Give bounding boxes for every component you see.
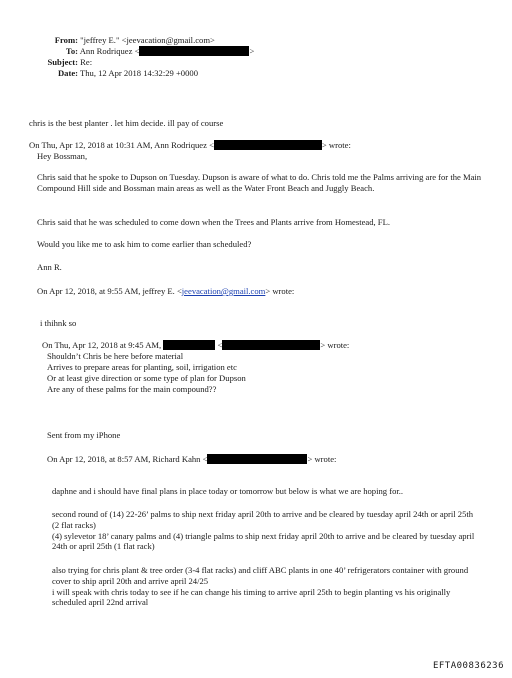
paragraph: Would you like me to ask him to come earlier than scheduled? — [37, 239, 252, 249]
paragraph — [52, 509, 482, 552]
quote-header-text: > wrote: — [321, 140, 351, 150]
reply-line: i thihnk so — [40, 318, 77, 328]
quote-header-text: On Apr 12, 2018, at 8:57 AM, Richard Kahn < — [47, 454, 208, 464]
reply-line: chris is the best planter . let him decide. ill pay of course — [29, 118, 224, 128]
paragraph: Chris said that he spoke to Dupson on Tuesday. Dupson is aware of what to do. Chris told me the Palms arriving are for the Main Compound Hill side and Bossman main areas as well as the Water Front Beach and Juggly Beach. — [37, 172, 482, 193]
from-label: From: — [54, 35, 78, 45]
quote-header-text: On Thu, Apr 12, 2018 at 10:31 AM, Ann Rodriquez < — [29, 140, 214, 150]
header-subject — [6, 57, 92, 68]
quote-header-text: > wrote: — [265, 286, 295, 296]
quote-line: Or at least give direction or some type of plan for Dupson — [47, 373, 246, 383]
header-from — [6, 35, 215, 46]
from-value: "jeffrey E." <jeevacation@gmail.com> — [80, 35, 215, 45]
paragraph: daphne and i should have final plans in place today or tomorrow but below is what we are hoping for.. — [52, 486, 404, 496]
date-label: Date: — [57, 68, 78, 78]
to-prefix: Ann Rodriquez < — [79, 46, 140, 56]
document-id: EFTA00836236 — [432, 661, 504, 671]
paragraph-line: also trying for chris plant & tree order (3-4 flat racks) and cliff ABC plants in one 40’ refrigerators container with ground cover to ship april 20th and arrive april 24/25 — [52, 565, 469, 586]
redaction-bar — [207, 454, 307, 464]
quote-line: Are any of these palms for the main compound?? — [47, 384, 217, 394]
subject-value: Re: — [80, 57, 93, 67]
quote-line: Arrives to prepare areas for planting, soil, irrigation etc — [47, 362, 237, 372]
redaction-bar — [222, 340, 320, 350]
paragraph-line: second round of (14) 22-26’ palms to ship next friday april 20th to arrive and be cleared by tuesday april 24th or april 25th (2 flat racks) — [52, 509, 474, 530]
paragraph-line: (4) sylevetor 18’ canary palms and (4) triangle palms to ship next friday april 20th to arrive and be cleared by tuesday april 24th or april 25th (1 flat rack) — [52, 530, 475, 552]
redaction-bar — [139, 46, 249, 56]
quote-header-2 — [37, 286, 294, 297]
quote-header-3 — [42, 340, 349, 351]
redaction-bar — [214, 140, 322, 150]
greeting: Hey Bossman, — [37, 151, 88, 161]
paragraph-line: i will speak with chris today to see if he can change his timing to arrive april 25th to begin planting vs his originally scheduled april 22nd arrival — [52, 586, 451, 608]
redaction-bar — [163, 340, 215, 350]
quote-header-text: > wrote: — [307, 454, 337, 464]
to-label: To: — [65, 46, 78, 56]
email-link[interactable]: jeevacation@gmail.com — [181, 286, 266, 296]
subject-label: Subject: — [47, 57, 78, 67]
quote-header-1 — [29, 140, 351, 151]
signature: Ann R. — [37, 262, 62, 272]
sent-from: Sent from my iPhone — [47, 430, 121, 440]
quote-header-text: < — [217, 340, 223, 350]
header-to — [6, 46, 254, 57]
to-suffix: > — [249, 46, 255, 56]
paragraph — [52, 565, 482, 608]
quote-header-4 — [47, 454, 336, 465]
quote-header-text: On Thu, Apr 12, 2018 at 9:45 AM, — [42, 340, 162, 350]
quote-header-text: > wrote: — [320, 340, 350, 350]
quote-line: Shouldn’t Chris be here before material — [47, 351, 184, 361]
header-date — [6, 68, 198, 79]
quote-header-text: On Apr 12, 2018, at 9:55 AM, jeffrey E. < — [37, 286, 182, 296]
paragraph: Chris said that he was scheduled to come down when the Trees and Plants arrive from Homestead, FL. — [37, 217, 390, 227]
date-value: Thu, 12 Apr 2018 14:32:29 +0000 — [80, 68, 198, 78]
